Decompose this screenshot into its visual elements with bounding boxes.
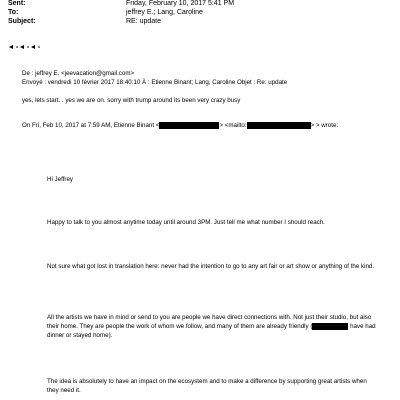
to-label: To: [8,9,19,16]
reply-sent-line: Envoyé : vendredi 10 février 2017 18:40:10 À : Etienne Binant; Lang, Caroline Objet : Re: update [22,79,288,86]
reply-body: yes, lets start. . yes we are on. sorry with trump around its been very crazy busy [22,97,241,104]
quote-suffix: > > wrote: [310,122,339,130]
quote-paragraph-3-tail: have had dinner or stayed home). [47,323,376,339]
sent-value: Friday, February 10, 2017 5:41 PM [126,0,235,7]
subject-value: RE: update [126,18,162,25]
to-value: jeffrey E.; Lang, Caroline [126,9,203,16]
subject-label: Subject: [8,18,36,25]
quote-paragraph-2: Not sure what got lost in translation here: never had the intention to go to any art fair or art show or anything of the kind. [47,263,375,270]
redaction-block [159,122,219,129]
quote-paragraph-3-text: All the artists we have in mind or send to you are people we have direct connections with. Not just their studio, but also their home. They are people the work of whom we follow, and many of them are already friendly ( [47,314,372,330]
quote-paragraph-4: The idea is absolutely to have an impact on the ecosystem and to make a difference by supporting great artists when they need it. [47,378,367,394]
quote-mid: > <mailto: [219,122,247,130]
redaction-block [312,323,348,330]
redaction-block [247,122,311,129]
sent-label: Sent: [8,0,26,7]
separator-ornament-icon [8,44,44,50]
quote-paragraph-3 [47,313,377,340]
quote-prefix: On Fri, Feb 10, 2017 at 7:59 AM, Etienne Binant < [22,122,160,130]
quote-attribution [22,122,338,130]
reply-from-line: De : jeffrey E. <jeevacation@gmail.com> [22,70,135,77]
quote-paragraph-1: Happy to talk to you almost anytime today until around 3PM. Just tell me what number I should reach. [47,219,325,226]
quote-greeting: Hi Jeffrey [47,176,74,183]
